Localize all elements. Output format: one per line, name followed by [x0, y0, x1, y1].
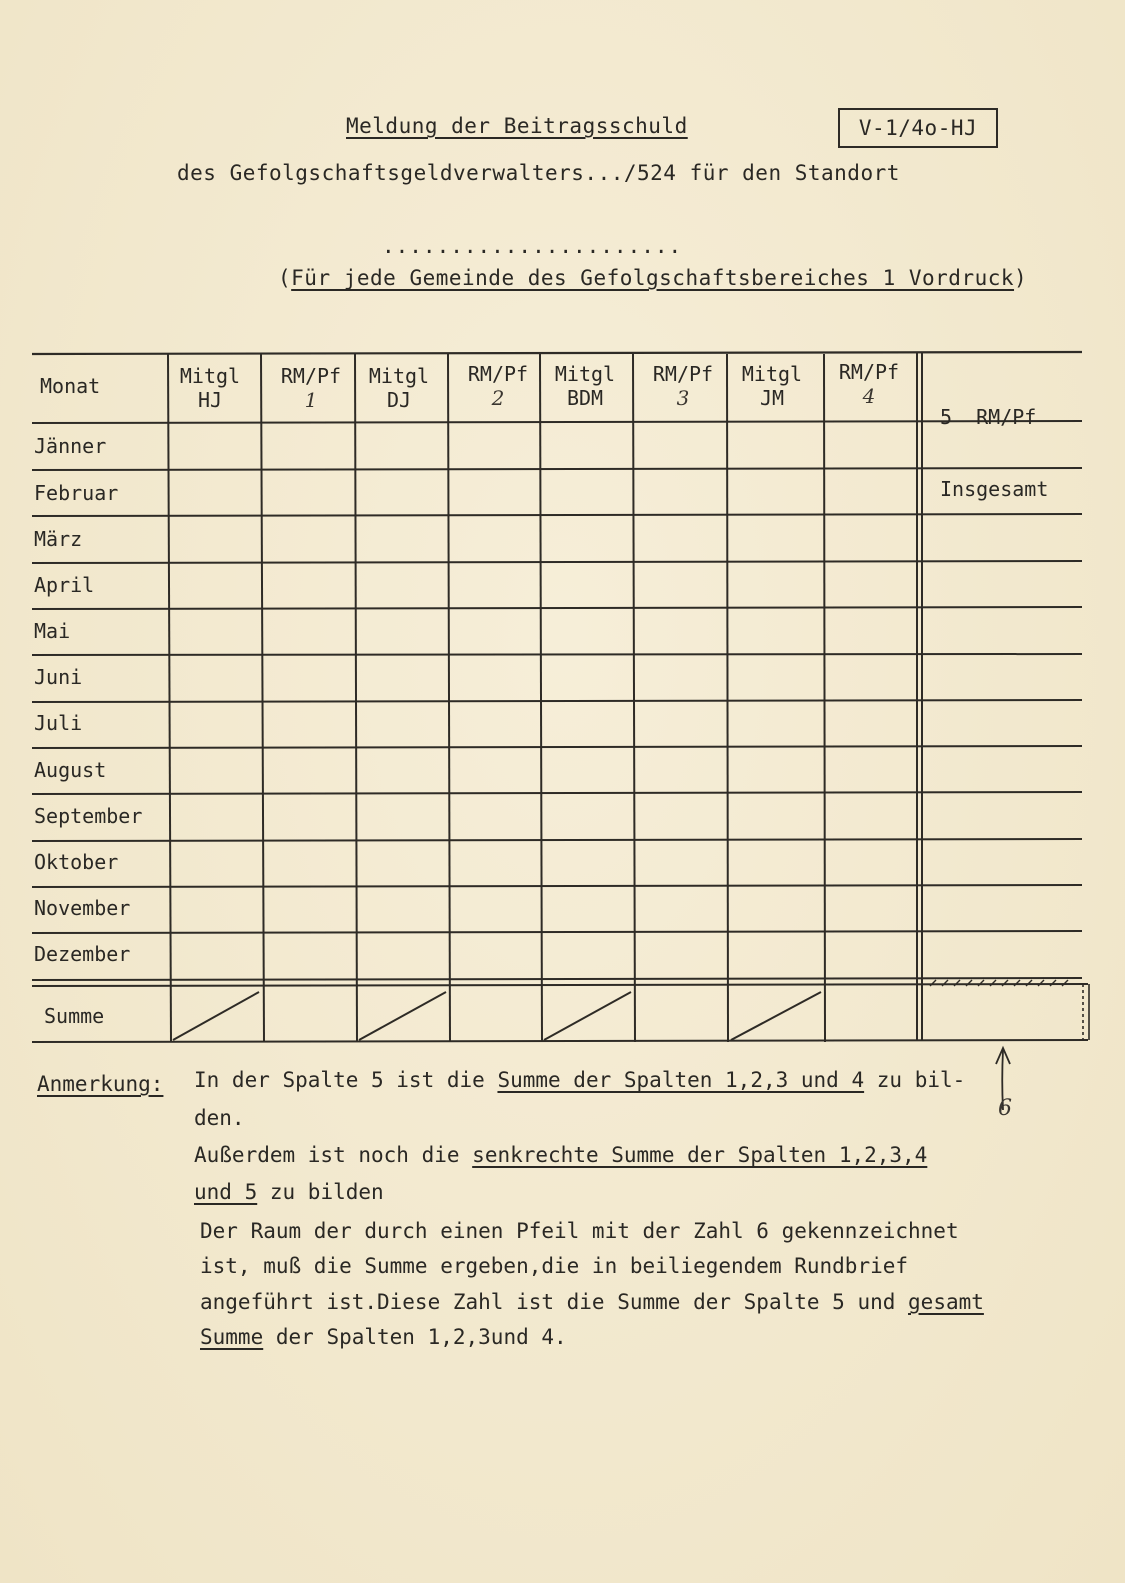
header-col-label: 5 RM/Pf	[940, 405, 1037, 429]
sum-cell-strike	[731, 992, 821, 1040]
sum-cell-strike	[173, 992, 259, 1040]
header-col-4	[453, 362, 543, 410]
grid-line-header	[32, 421, 1082, 423]
form-code: V-1/4o-HJ	[858, 116, 978, 140]
row-label-month: Juli	[34, 711, 83, 735]
row-label-month: März	[34, 527, 83, 551]
row-label-month: September	[34, 804, 143, 828]
header-col-label: Mitgl	[554, 362, 616, 386]
grid-line	[32, 839, 1082, 841]
remarks-text: In der Spalte 5 ist die	[194, 1068, 485, 1092]
header-col-8	[824, 360, 914, 408]
grid-line	[32, 746, 1082, 748]
header-col-label: RM/Pf	[838, 360, 900, 384]
header-col-label: Mitgl	[368, 364, 430, 388]
grid-line	[32, 654, 1082, 655]
remarks-line-1	[194, 1068, 965, 1092]
grid-line	[32, 700, 1082, 702]
header-col-sublabel: HJ	[197, 388, 223, 412]
column-number: 1	[304, 388, 318, 412]
instruction-paren-open: (	[278, 266, 292, 290]
grid-col-line	[448, 354, 450, 1042]
header-col-sublabel: Insgesamt	[940, 477, 1049, 501]
row-label-month: August	[34, 758, 107, 782]
header-col-6	[638, 362, 728, 410]
grid-line	[32, 561, 1082, 563]
column-number: 2	[491, 386, 505, 410]
row-label-month: Dezember	[34, 942, 131, 966]
row-label-month: November	[34, 896, 131, 920]
row-label-month: April	[34, 573, 95, 597]
remarks-line-4	[194, 1180, 384, 1204]
header-col-label: RM/Pf	[280, 364, 342, 388]
grid-col-line	[824, 354, 825, 1042]
header-col-5	[540, 362, 630, 410]
grid-line	[32, 792, 1082, 794]
grid-line-top	[32, 352, 1082, 354]
remarks-line-3	[194, 1143, 927, 1167]
header-monat: Monat	[40, 374, 101, 398]
remarks-label: Anmerkung:	[37, 1072, 164, 1096]
grid-line	[32, 468, 1082, 470]
document-title: Meldung der Beitragsschuld	[346, 114, 688, 138]
header-col-label: RM/Pf	[467, 362, 529, 386]
grid-line	[32, 607, 1082, 609]
header-col-label: Mitgl	[741, 362, 803, 386]
header-col-sublabel: DJ	[386, 388, 412, 412]
standort-blank: ......................	[382, 234, 683, 258]
header-col-label: Mitgl	[179, 364, 241, 388]
grid-line-dezember-bottom	[32, 978, 1082, 980]
grid-col-line	[540, 354, 542, 1042]
remarks-underlined: und 5	[194, 1180, 258, 1204]
instruction-paren-close: )	[1014, 266, 1028, 290]
header-col-total	[940, 357, 1080, 549]
remarks-line-6: ist, muß die Summe ergeben,die in beiliegendem Rundbrief	[200, 1254, 909, 1278]
remarks-text: zu bil-	[876, 1068, 966, 1092]
remarks-text: der Spalten 1,2,3und 4.	[275, 1325, 567, 1349]
row-label-summe: Summe	[44, 1004, 105, 1028]
remarks-text: Außerdem ist noch die	[194, 1143, 460, 1167]
remarks-line-7	[200, 1290, 984, 1314]
grid-line	[32, 514, 1082, 516]
header-col-3	[354, 364, 444, 412]
remarks-text: angeführt ist.Diese Zahl ist die Summe der Spalte 5 und	[200, 1290, 896, 1314]
grid-col-line	[355, 354, 357, 1042]
sum-cell-strike	[359, 992, 446, 1040]
header-col-label: RM/Pf	[652, 362, 714, 386]
sum-cell-strike	[544, 992, 631, 1040]
grid-line-sum-bottom	[32, 1040, 1088, 1042]
header-col-1	[165, 364, 255, 412]
row-label-month: Jänner	[34, 434, 107, 458]
remarks-text: zu bilden	[269, 1180, 384, 1204]
remarks-line-8	[200, 1325, 567, 1349]
remarks-line-2: den.	[194, 1106, 245, 1130]
row-label-month: Februar	[34, 481, 119, 505]
header-col-7	[727, 362, 817, 410]
grid-line-sum-top	[32, 984, 1088, 986]
remarks-line-5: Der Raum der durch einen Pfeil mit der Zahl 6 gekennzeichnet	[200, 1219, 959, 1243]
grid-line	[32, 931, 1082, 933]
document-subtitle: des Gefolgschaftsgeldverwalters.../524 für den Standort	[177, 161, 900, 185]
remarks-underlined: Summe der Spalten 1,2,3 und 4	[497, 1068, 865, 1092]
grid-col-line	[168, 354, 171, 1042]
grid-col-line	[727, 354, 728, 1042]
row-label-month: Juni	[34, 665, 83, 689]
grid-col-line	[261, 354, 264, 1042]
grid-line	[32, 885, 1082, 887]
remarks-underlined: senkrechte Summe der Spalten 1,2,3,4	[472, 1143, 928, 1167]
row-label-month: Oktober	[34, 850, 119, 874]
header-col-sublabel: JM	[759, 386, 785, 410]
column-number: 3	[676, 386, 690, 410]
grid-col-line	[633, 354, 635, 1042]
row-label-month: Mai	[34, 619, 71, 643]
header-col-2	[266, 364, 356, 412]
remarks-underlined: Summe	[200, 1325, 264, 1349]
column-number: 4	[862, 384, 876, 408]
header-col-sublabel: BDM	[566, 386, 604, 410]
remarks-underlined: gesamt	[908, 1290, 984, 1314]
instruction-text: Für jede Gemeinde des Gefolgschaftsbereiches 1 Vordruck	[291, 266, 1015, 290]
arrow-number-label: 6	[998, 1096, 1012, 1121]
